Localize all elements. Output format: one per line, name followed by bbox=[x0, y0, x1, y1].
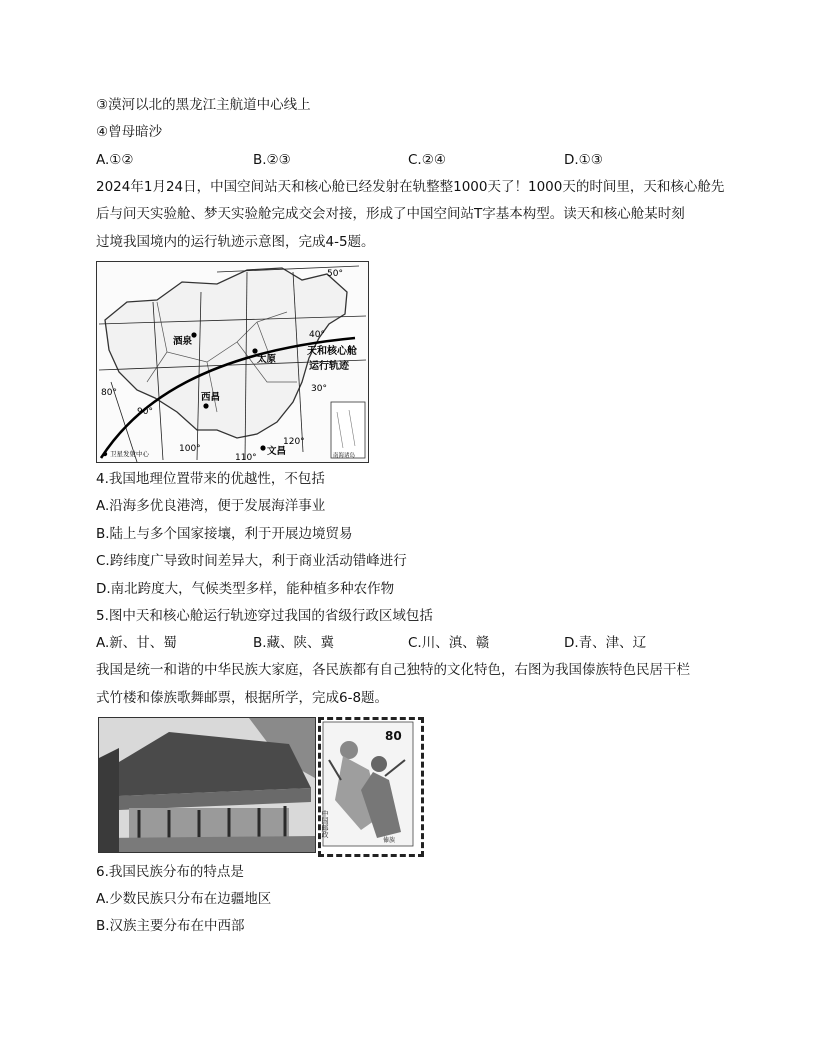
lon-label-110: 110° bbox=[235, 453, 257, 462]
q4-option-b: B.陆上与多个国家接壤，利于开展边境贸易 bbox=[96, 526, 353, 542]
lon-label-90: 90° bbox=[137, 407, 153, 417]
dai-dance-stamp bbox=[318, 717, 424, 857]
bamboo-house-drawing bbox=[99, 718, 315, 852]
intro-6-8-line-2: 式竹楼和傣族歌舞邮票，根据所学，完成6-8题。 bbox=[96, 690, 389, 706]
city-xichang: 西昌 bbox=[201, 392, 221, 403]
question-3-item-3: ③漠河以北的黑龙江主航道中心线上 bbox=[96, 97, 311, 113]
question-6-stem: 6.我国民族分布的特点是 bbox=[96, 864, 244, 880]
q4-option-a: A.沿海多优良港湾，便于发展海洋事业 bbox=[96, 498, 326, 514]
q5-option-c: C.川、滇、赣 bbox=[408, 635, 490, 651]
q3-option-d: D.①③ bbox=[564, 152, 603, 168]
inset-south-china-sea: 南海诸岛 bbox=[333, 453, 356, 459]
intro-4-5-line-2: 后与问天实验舱、梦天实验舱完成交会对接，形成了中国空间站T字基本构型。读天和核心舱某时刻 bbox=[96, 206, 685, 222]
question-5-stem: 5.图中天和核心舱运行轨迹穿过我国的省级行政区域包括 bbox=[96, 608, 433, 624]
city-wenchang: 文昌 bbox=[267, 446, 287, 457]
lon-label-120: 120° bbox=[283, 437, 305, 447]
track-label-line-1: 天和核心舱 bbox=[307, 346, 357, 357]
city-taiyuan: 太原 bbox=[257, 354, 277, 365]
china-map-figure bbox=[96, 261, 369, 463]
lat-label-40: 40° bbox=[309, 330, 325, 340]
intro-4-5-line-1: 2024年1月24日，中国空间站天和核心舱已经发射在轨整整1000天了！1000天的时间里，天和核心舱先 bbox=[96, 179, 725, 195]
lat-label-30: 30° bbox=[311, 384, 327, 394]
question-3-item-4: ④曾母暗沙 bbox=[96, 124, 163, 140]
q4-option-c: C.跨纬度广导致时间差异大，利于商业活动错峰进行 bbox=[96, 553, 407, 569]
stamp-value: 80 bbox=[385, 729, 402, 743]
stamp-country: 中国邮政 bbox=[321, 810, 329, 838]
track-label-line-2: 运行轨迹 bbox=[309, 361, 349, 372]
question-4-stem: 4.我国地理位置带来的优越性，不包括 bbox=[96, 471, 325, 487]
legend-launch-center: 卫星发射中心 bbox=[110, 450, 149, 458]
stamp-caption: 傣族 bbox=[383, 837, 396, 844]
bamboo-house-photo bbox=[98, 717, 316, 853]
q5-option-a: A.新、甘、蜀 bbox=[96, 635, 177, 651]
lat-label-50: 50° bbox=[327, 269, 343, 279]
intro-4-5-line-3: 过境我国境内的运行轨迹示意图，完成4-5题。 bbox=[96, 234, 375, 250]
stamp-drawing bbox=[321, 720, 415, 848]
q6-option-b: B.汉族主要分布在中西部 bbox=[96, 918, 245, 934]
lon-label-80: 80° bbox=[101, 388, 117, 398]
q5-option-d: D.青、津、辽 bbox=[564, 635, 647, 651]
city-jiuquan: 酒泉 bbox=[173, 336, 193, 347]
q3-option-a: A.①② bbox=[96, 152, 134, 168]
q3-option-c: C.②④ bbox=[408, 152, 446, 168]
q6-option-a: A.少数民族只分布在边疆地区 bbox=[96, 891, 272, 907]
q5-option-b: B.藏、陕、冀 bbox=[253, 635, 335, 651]
q3-option-b: B.②③ bbox=[253, 152, 291, 168]
intro-6-8-line-1: 我国是统一和谐的中华民族大家庭，各民族都有自己独特的文化特色，右图为我国傣族特色民居干栏 bbox=[96, 662, 690, 678]
china-map-svg bbox=[97, 262, 368, 462]
lon-label-100: 100° bbox=[179, 444, 201, 454]
q4-option-d: D.南北跨度大，气候类型多样，能种植多种农作物 bbox=[96, 581, 395, 597]
